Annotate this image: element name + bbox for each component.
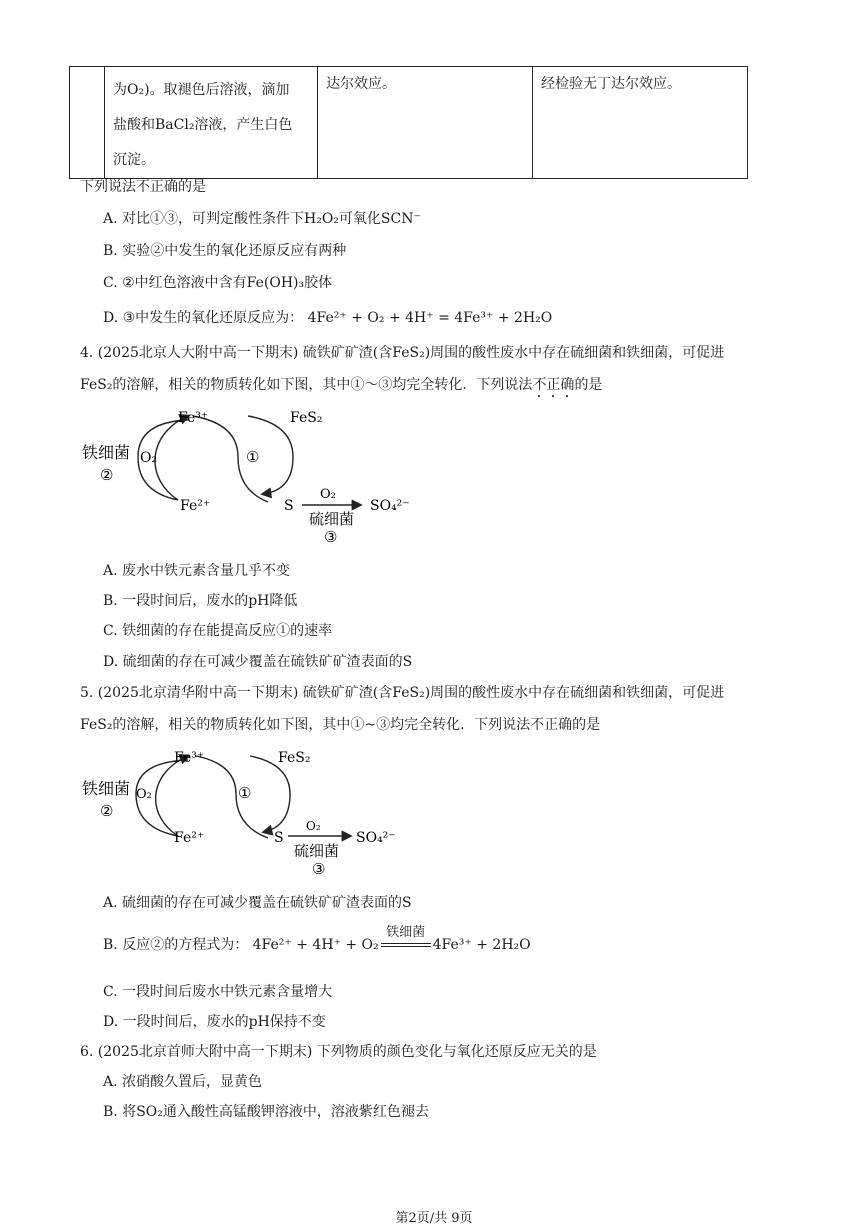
q5-circle-1: ① (238, 784, 252, 802)
table-cell-number (70, 67, 105, 179)
q4-cycle-diagram (78, 402, 418, 550)
q6-stem: 6. (2025北京首师大附中高一下期末) 下列物质的颜色变化与氧化还原反应无关的是 (80, 1044, 597, 1060)
q5-fes2-label: FeS₂ (278, 750, 311, 766)
q4-circle-3: ③ (324, 528, 338, 546)
procedure-line-2: 盐酸和BaCl₂溶液，产生白色 (113, 117, 293, 133)
experiment-table (69, 66, 748, 179)
q4-sulfur-bacteria-label: 硫细菌 (309, 510, 355, 528)
q6-option-b: B. 将SO₂通入酸性高锰酸钾溶液中，溶液紫红色褪去 (103, 1104, 429, 1120)
q5-option-d: D. 一段时间后，废水的pH保持不变 (103, 1014, 326, 1030)
q5-iron-bacteria-label: 铁细菌 (82, 779, 131, 798)
q5-circle-3: ③ (312, 860, 326, 878)
q3-option-b: B. 实验②中发生的氧化还原反应有两种 (103, 243, 347, 259)
table-cell-conclusion (533, 67, 748, 179)
q4-option-c: C. 铁细菌的存在能提高反应①的速率 (103, 623, 333, 639)
procedure-line-3: 沉淀。 (113, 152, 155, 168)
phenomenon-text: 达尔效应。 (326, 76, 396, 92)
q4-stem-line2: FeS₂的溶解，相关的物质转化如下图，其中①～③均完全转化．下列说法不正确的是 (80, 377, 603, 393)
q4-o2-arrow-label: O₂ (320, 487, 336, 502)
table-cell-phenomenon (318, 67, 533, 179)
q4-fe2-label: Fe²⁺ (180, 498, 211, 514)
procedure-line-1: 为O₂)。取褪色后溶液，滴加 (113, 82, 290, 98)
q3-option-c: C. ②中红色溶液中含有Fe(OH)₃胶体 (103, 275, 333, 291)
q5-cycle-diagram (78, 742, 418, 882)
q4-circle-1: ① (246, 448, 260, 466)
q5-circle-2: ② (100, 802, 114, 820)
q4-so4-label: SO₄²⁻ (370, 498, 410, 514)
q5-option-b (103, 925, 531, 954)
q5-fe3-label: Fe³⁺ (174, 750, 205, 766)
q5-o2-arrow-label: O₂ (306, 819, 321, 833)
q4-emphasis: 不正确 (532, 377, 575, 393)
q4-iron-bacteria-label: 铁细菌 (82, 443, 131, 462)
q5-option-c: C. 一段时间后废水中铁元素含量增大 (103, 984, 333, 1000)
q3-stem: 下列说法不正确的是 (80, 179, 206, 195)
q4-option-d: D. 硫细菌的存在可减少覆盖在硫铁矿矿渣表面的S (103, 654, 413, 670)
q5-stem-line1: 5. (2025北京清华附中高一下期末) 硫铁矿矿渣(含FeS₂)周围的酸性废水中存在硫细菌和铁细菌，可促进 (80, 685, 725, 701)
q5-condition-text: 铁细菌 (386, 925, 426, 940)
conclusion-text: 经检验无丁达尔效应。 (541, 76, 681, 92)
q5-so4-label: SO₄²⁻ (356, 830, 396, 846)
q4-option-b: B. 一段时间后，废水的pH降低 (103, 593, 298, 609)
q3-option-d: D. ③中发生的氧化还原反应为： 4Fe²⁺ + O₂ + 4H⁺ = 4Fe³⁺ + 2H₂O (103, 310, 553, 326)
q5-o2-label: O₂ (136, 787, 152, 802)
q4-circle-2: ② (100, 466, 114, 484)
q4-fes2-label: FeS₂ (290, 410, 323, 426)
q5-stem-line2: FeS₂的溶解，相关的物质转化如下图，其中①~③均完全转化．下列说法不正确的是 (80, 717, 601, 733)
q5-reaction-condition (381, 925, 431, 953)
q5-option-b-suffix: 4Fe³⁺ + 2H₂O (432, 937, 531, 953)
q5-sulfur-bacteria-label: 硫细菌 (294, 842, 340, 860)
q4-s-label: S (284, 498, 294, 514)
q6-option-a: A. 浓硝酸久置后，显黄色 (103, 1074, 263, 1090)
q4-fe3-label: Fe³⁺ (178, 410, 209, 426)
q5-option-b-prefix: B. 反应②的方程式为： 4Fe²⁺ + 4H⁺ + O₂ (103, 937, 379, 953)
table-cell-procedure (105, 67, 318, 179)
q5-option-a: A. 硫细菌的存在可减少覆盖在硫铁矿矿渣表面的S (103, 895, 412, 911)
q5-s-label: S (274, 830, 284, 846)
q4-option-a: A. 废水中铁元素含量几乎不变 (103, 563, 291, 579)
q4-o2-label: O₂ (140, 450, 158, 466)
q5-equals-sign (381, 943, 431, 947)
q3-option-a: A. 对比①③，可判定酸性条件下H₂O₂可氧化SCN⁻ (103, 211, 421, 227)
q4-stem-line1: 4. (2025北京人大附中高一下期末) 硫铁矿矿渣(含FeS₂)周围的酸性废水中存在硫细菌和铁细菌，可促进 (80, 345, 725, 361)
q5-fe2-label: Fe²⁺ (174, 830, 205, 846)
page-footer: 第2页/共 9页 (395, 1211, 473, 1226)
